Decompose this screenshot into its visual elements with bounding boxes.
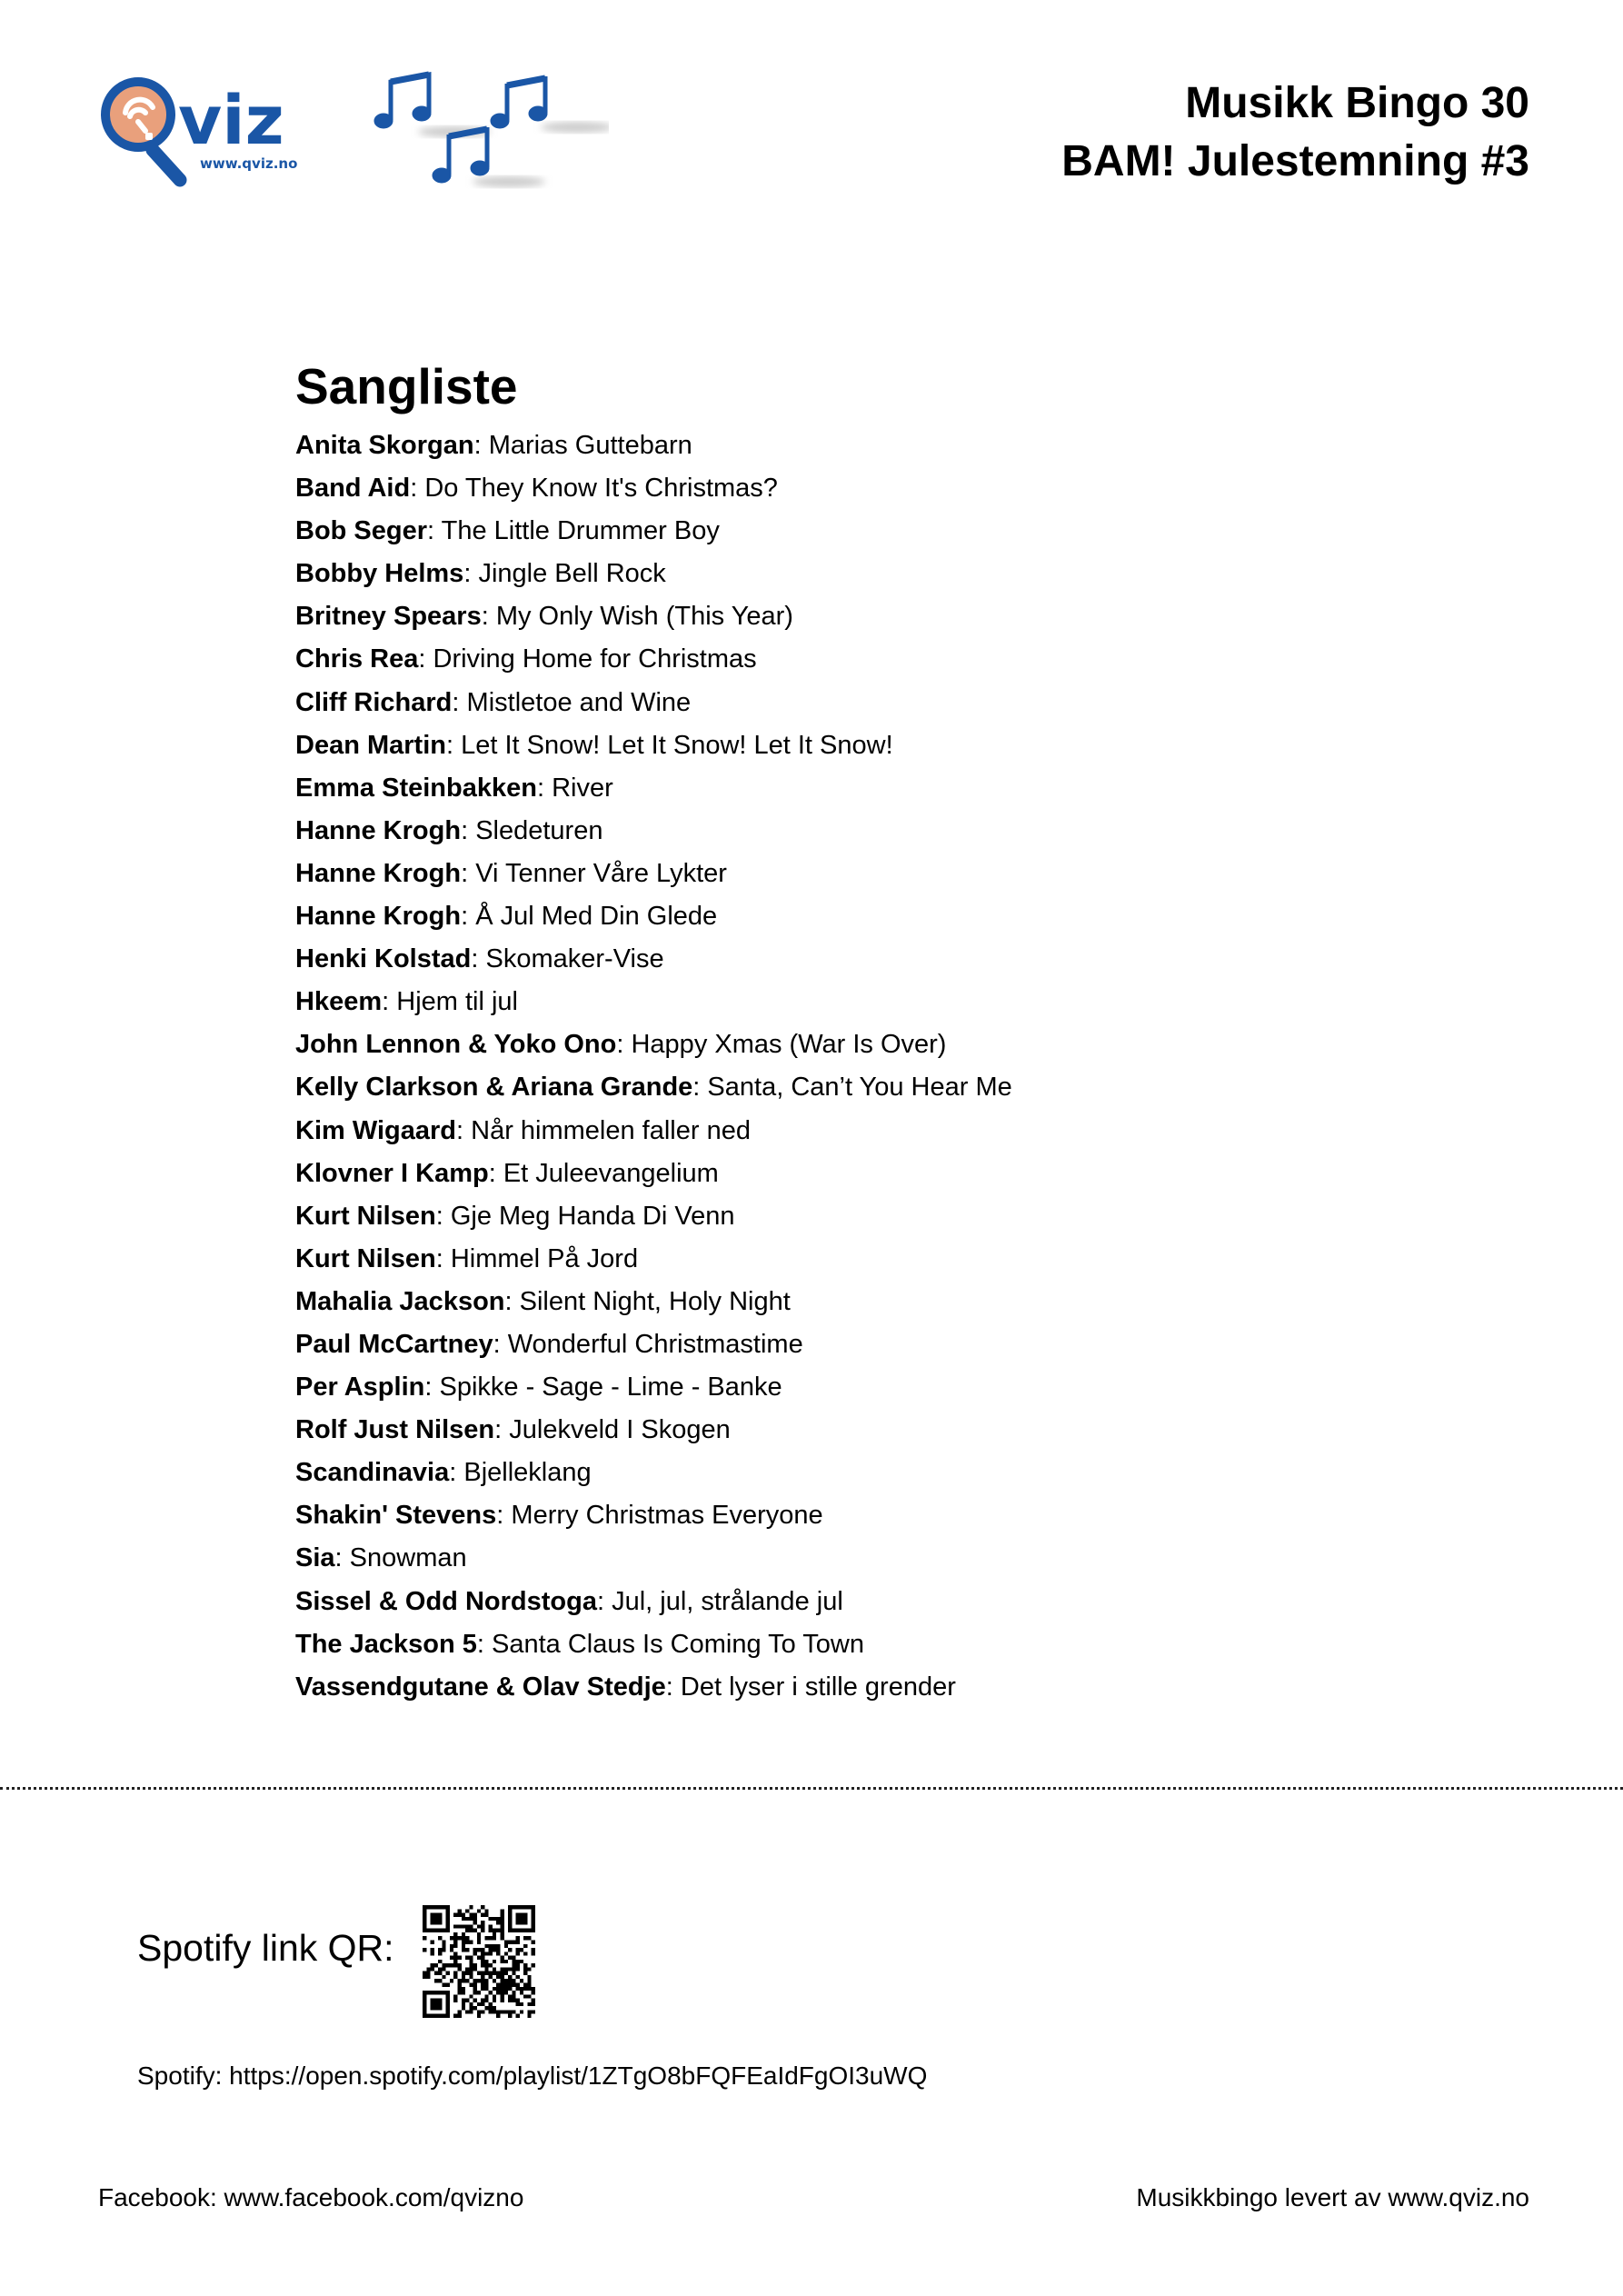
song-list-item [295, 853, 1012, 895]
song-list-item [295, 553, 1012, 595]
song-title: Snowman [349, 1543, 467, 1573]
song-separator: : [463, 559, 479, 589]
song-title: Spikke - Sage - Lime - Banke [439, 1373, 782, 1403]
song-list-item [295, 1666, 1012, 1709]
song-artist: Rolf Just Nilsen [295, 1415, 495, 1445]
song-list-item [295, 1110, 1012, 1153]
song-list-item [295, 767, 1012, 810]
song-separator: : [471, 944, 486, 974]
song-list-item [295, 938, 1012, 981]
song-separator: : [488, 1158, 503, 1188]
song-separator: : [494, 1415, 510, 1445]
song-artist: John Lennon & Yoko Ono [295, 1030, 617, 1060]
song-title: Let It Snow! Let It Snow! Let It Snow! [461, 730, 893, 760]
song-title: Santa, Can’t You Hear Me [707, 1073, 1012, 1103]
song-list [295, 424, 1012, 1709]
song-separator: : [596, 1586, 612, 1616]
song-title: Når himmelen faller ned [471, 1115, 751, 1145]
song-artist: Britney Spears [295, 602, 482, 632]
footer-credit: Musikkbingo levert av www.qviz.no [1136, 2183, 1529, 2211]
song-list-item [295, 510, 1012, 553]
song-artist: Mahalia Jackson [295, 1286, 505, 1316]
song-separator: : [461, 902, 476, 932]
song-separator: : [452, 687, 467, 717]
song-title: Et Juleevangelium [503, 1158, 719, 1188]
song-list-item [295, 1238, 1012, 1281]
song-title: Jingle Bell Rock [478, 559, 666, 589]
song-artist: Kurt Nilsen [295, 1243, 436, 1273]
song-separator: : [424, 1373, 440, 1403]
song-title: Hjem til jul [396, 987, 518, 1017]
song-title: Silent Night, Holy Night [519, 1286, 791, 1316]
song-title: Marias Guttebarn [488, 431, 692, 460]
song-list-item [295, 595, 1012, 638]
song-artist: Klovner I Kamp [295, 1158, 489, 1188]
song-title: Do They Know It's Christmas? [424, 474, 778, 504]
song-list-item [295, 1581, 1012, 1623]
song-artist: The Jackson 5 [295, 1629, 477, 1659]
song-artist: Band Aid [295, 474, 411, 504]
song-artist: Vassendgutane & Olav Stedje [295, 1672, 666, 1702]
song-title: Julekveld I Skogen [509, 1415, 731, 1445]
title-line-2: BAM! Julestemning #3 [1061, 137, 1529, 185]
song-separator: : [461, 858, 476, 888]
song-title: Jul, jul, strålande jul [612, 1586, 843, 1616]
spotify-qr-label: Spotify link QR: [137, 1927, 394, 1969]
song-separator: : [435, 1201, 451, 1231]
song-title: Vi Tenner Våre Lykter [475, 858, 727, 888]
spotify-link[interactable]: Spotify: https://open.spotify.com/playlist/1ZTgO8bFQFEaIdFgOI3uWQ [137, 2061, 928, 2090]
song-artist: Hanne Krogh [295, 858, 462, 888]
song-separator: : [481, 602, 496, 632]
dotted-cut-line [0, 1787, 1623, 1790]
song-artist: Cliff Richard [295, 687, 453, 717]
song-artist: Bob Seger [295, 516, 428, 546]
song-separator: : [461, 815, 476, 845]
song-artist: Sissel & Odd Nordstoga [295, 1586, 597, 1616]
song-title: Santa Claus Is Coming To Town [492, 1629, 864, 1659]
song-list-item [295, 1153, 1012, 1195]
song-title: Wonderful Christmastime [507, 1329, 803, 1359]
song-title: Driving Home for Christmas [433, 644, 757, 674]
song-title: Det lyser i stille grender [680, 1672, 956, 1702]
song-artist: Emma Steinbakken [295, 773, 537, 803]
song-separator: : [435, 1243, 451, 1273]
song-separator: : [473, 431, 489, 460]
song-separator: : [418, 644, 433, 674]
song-list-item [295, 1409, 1012, 1452]
song-artist: Chris Rea [295, 644, 419, 674]
song-title: Mistletoe and Wine [466, 687, 692, 717]
song-title: River [552, 773, 613, 803]
song-list-item [295, 1494, 1012, 1537]
song-title: The Little Drummer Boy [441, 516, 720, 546]
song-list-item [295, 638, 1012, 681]
song-artist: Shakin' Stevens [295, 1501, 497, 1531]
song-list-item [295, 1195, 1012, 1238]
song-artist: Kelly Clarkson & Ariana Grande [295, 1073, 693, 1103]
song-artist: Dean Martin [295, 730, 446, 760]
song-title: Bjelleklang [463, 1458, 592, 1488]
song-title: Merry Christmas Everyone [511, 1501, 823, 1531]
song-title: Å Jul Med Din Glede [475, 902, 718, 932]
qr-code-icon[interactable] [423, 1905, 535, 2018]
song-separator: : [616, 1030, 632, 1060]
song-separator: : [536, 773, 553, 803]
song-title: Sledeturen [475, 815, 603, 845]
song-list-item [295, 895, 1012, 938]
song-list-item [295, 467, 1012, 510]
song-separator: : [456, 1115, 472, 1145]
song-separator: : [496, 1501, 512, 1531]
song-separator: : [410, 474, 425, 504]
song-separator: : [445, 730, 462, 760]
song-artist: Anita Skorgan [295, 431, 474, 460]
song-artist: Kurt Nilsen [295, 1201, 436, 1231]
song-artist: Hanne Krogh [295, 902, 462, 932]
footer-facebook: Facebook: www.facebook.com/qvizno [98, 2183, 524, 2211]
song-separator: : [665, 1672, 681, 1702]
document-title [1061, 75, 1529, 191]
song-title: Gje Meg Handa Di Venn [450, 1201, 735, 1231]
song-separator: : [493, 1329, 508, 1359]
song-list-item [295, 724, 1012, 767]
song-list-item [295, 1366, 1012, 1409]
song-list-item [295, 1323, 1012, 1366]
song-artist: Kim Wigaard [295, 1115, 456, 1145]
magnifier-question-icon [100, 64, 327, 191]
logo-brand-text: viz [178, 82, 284, 160]
song-separator: : [382, 987, 397, 1017]
song-separator: : [449, 1458, 464, 1488]
song-separator: : [476, 1629, 492, 1659]
song-list-item [295, 1537, 1012, 1580]
song-artist: Paul McCartney [295, 1329, 493, 1359]
song-artist: Hanne Krogh [295, 815, 462, 845]
song-separator: : [334, 1543, 350, 1573]
logo-url-text: www.qviz.no [200, 155, 298, 172]
song-separator: : [427, 516, 442, 546]
song-artist: Per Asplin [295, 1373, 425, 1403]
song-list-item [295, 1452, 1012, 1494]
song-list-heading: Sangliste [295, 358, 518, 414]
song-list-item [295, 1023, 1012, 1066]
song-list-item [295, 424, 1012, 467]
song-artist: Bobby Helms [295, 559, 464, 589]
song-list-item [295, 1281, 1012, 1323]
title-line-1: Musikk Bingo 30 [1185, 79, 1529, 127]
song-separator: : [692, 1073, 708, 1103]
qviz-logo [100, 64, 327, 191]
song-title: Himmel På Jord [450, 1243, 639, 1273]
song-artist: Hkeem [295, 987, 383, 1017]
music-notes-icon [373, 64, 609, 191]
song-artist: Sia [295, 1543, 335, 1573]
song-title: Skomaker-Vise [485, 944, 664, 974]
song-list-item [295, 981, 1012, 1023]
song-title: Happy Xmas (War Is Over) [631, 1030, 947, 1060]
song-list-item [295, 682, 1012, 724]
song-title: My Only Wish (This Year) [495, 602, 793, 632]
song-list-item [295, 1623, 1012, 1666]
song-list-item [295, 1066, 1012, 1109]
song-separator: : [504, 1286, 520, 1316]
song-list-item [295, 810, 1012, 853]
song-artist: Henki Kolstad [295, 944, 472, 974]
song-artist: Scandinavia [295, 1458, 450, 1488]
